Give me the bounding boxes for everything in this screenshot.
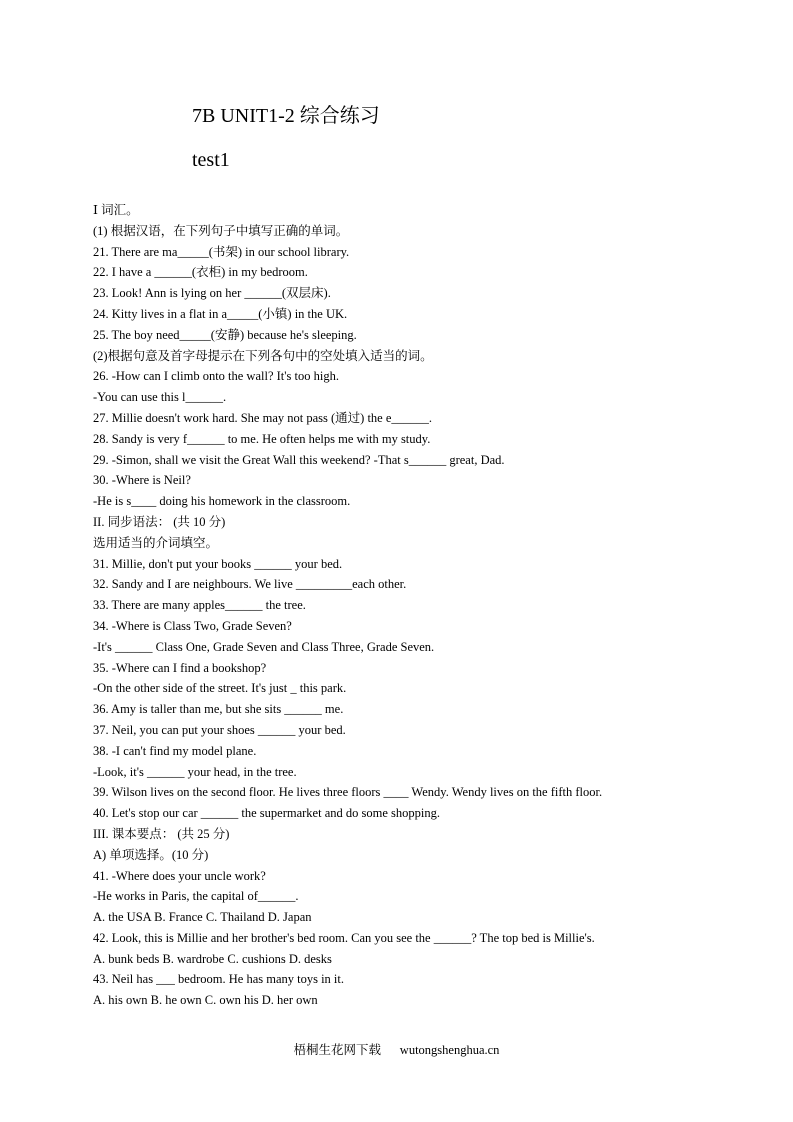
text-line: -He is s____ doing his homework in the classroom.	[93, 494, 351, 509]
text-line: 27. Millie doesn't work hard. She may not pass (通过) the e______.	[93, 410, 433, 425]
text-line: 26. -How can I climb onto the wall? It's too high.	[93, 369, 339, 384]
text-line: II. 同步语法： (共 10 分)	[93, 514, 226, 529]
text-line: 25. The boy need_____(安静) because he's sleeping.	[93, 327, 357, 342]
text-line: -On the other side of the street. It's just _ this park.	[93, 681, 347, 696]
text-line: 选用适当的介词填空。	[93, 535, 219, 550]
text-line: 35. -Where can I find a bookshop?	[93, 660, 267, 675]
document-subtitle: test1	[192, 149, 230, 171]
text-line: 31. Millie, don't put your books ______ your bed.	[93, 556, 343, 571]
text-line: 42. Look, this is Millie and her brother's bed room. Can you see the ______? The top bed is Millie's.	[93, 930, 595, 945]
text-line: (2)根据句意及首字母提示在下列各句中的空处填入适当的词。	[93, 348, 433, 363]
text-line: 41. -Where does your uncle work?	[93, 868, 266, 883]
text-line: 36. Amy is taller than me, but she sits ______ me.	[93, 702, 344, 717]
text-line: 33. There are many apples______ the tree.	[93, 598, 306, 613]
text-line: -Look, it's ______ your head, in the tree.	[93, 764, 297, 779]
text-line: -He works in Paris, the capital of______.	[93, 889, 299, 904]
text-line: 29. -Simon, shall we visit the Great Wall this weekend? -That s______ great, Dad.	[93, 452, 505, 467]
document-title: 7B UNIT1-2 综合练习	[192, 105, 380, 127]
text-line: 21. There are ma_____(书架) in our school library.	[93, 244, 350, 259]
text-line: Ⅰ 词汇。	[93, 203, 139, 217]
text-line: 38. -I can't find my model plane.	[93, 743, 257, 758]
page-footer: 梧桐生花网下载 wutongshenghua.cn	[293, 1043, 500, 1057]
text-line: 43. Neil has ___ bedroom. He has many toys in it.	[93, 972, 345, 987]
text-line: 39. Wilson lives on the second floor. He lives three floors ____ Wendy. Wendy lives on the fifth floor.	[93, 785, 603, 800]
text-line: 28. Sandy is very f______ to me. He often helps me with my study.	[93, 431, 431, 446]
exercise-body	[93, 200, 753, 1011]
text-line: 24. Kitty lives in a flat in a_____(小镇) in the UK.	[93, 306, 348, 321]
text-line: -It's ______ Class One, Grade Seven and Class Three, Grade Seven.	[93, 639, 435, 654]
text-line: 37. Neil, you can put your shoes ______ your bed.	[93, 722, 346, 737]
text-line: 40. Let's stop our car ______ the supermarket and do some shopping.	[93, 806, 440, 821]
text-line: A. the USA B. France C. Thailand D. Japan	[93, 910, 312, 925]
text-line: A) 单项选择。(10 分)	[93, 847, 209, 862]
text-line: 32. Sandy and I are neighbours. We live _________each other.	[93, 577, 407, 592]
text-line: A. bunk beds B. wardrobe C. cushions D. desks	[93, 951, 332, 966]
text-line: 30. -Where is Neil?	[93, 473, 191, 488]
text-line: 22. I have a ______(衣柜) in my bedroom.	[93, 265, 308, 280]
text-line: III. 课本要点： (共 25 分)	[93, 826, 230, 841]
text-line: A. his own B. he own C. own his D. her own	[93, 993, 318, 1008]
text-line: -You can use this l______.	[93, 390, 227, 405]
text-line: 23. Look! Ann is lying on her ______(双层床).	[93, 286, 331, 301]
text-line: (1) 根据汉语，在下列句子中填写正确的单词。	[93, 223, 349, 238]
text-line: 34. -Where is Class Two, Grade Seven?	[93, 618, 292, 633]
